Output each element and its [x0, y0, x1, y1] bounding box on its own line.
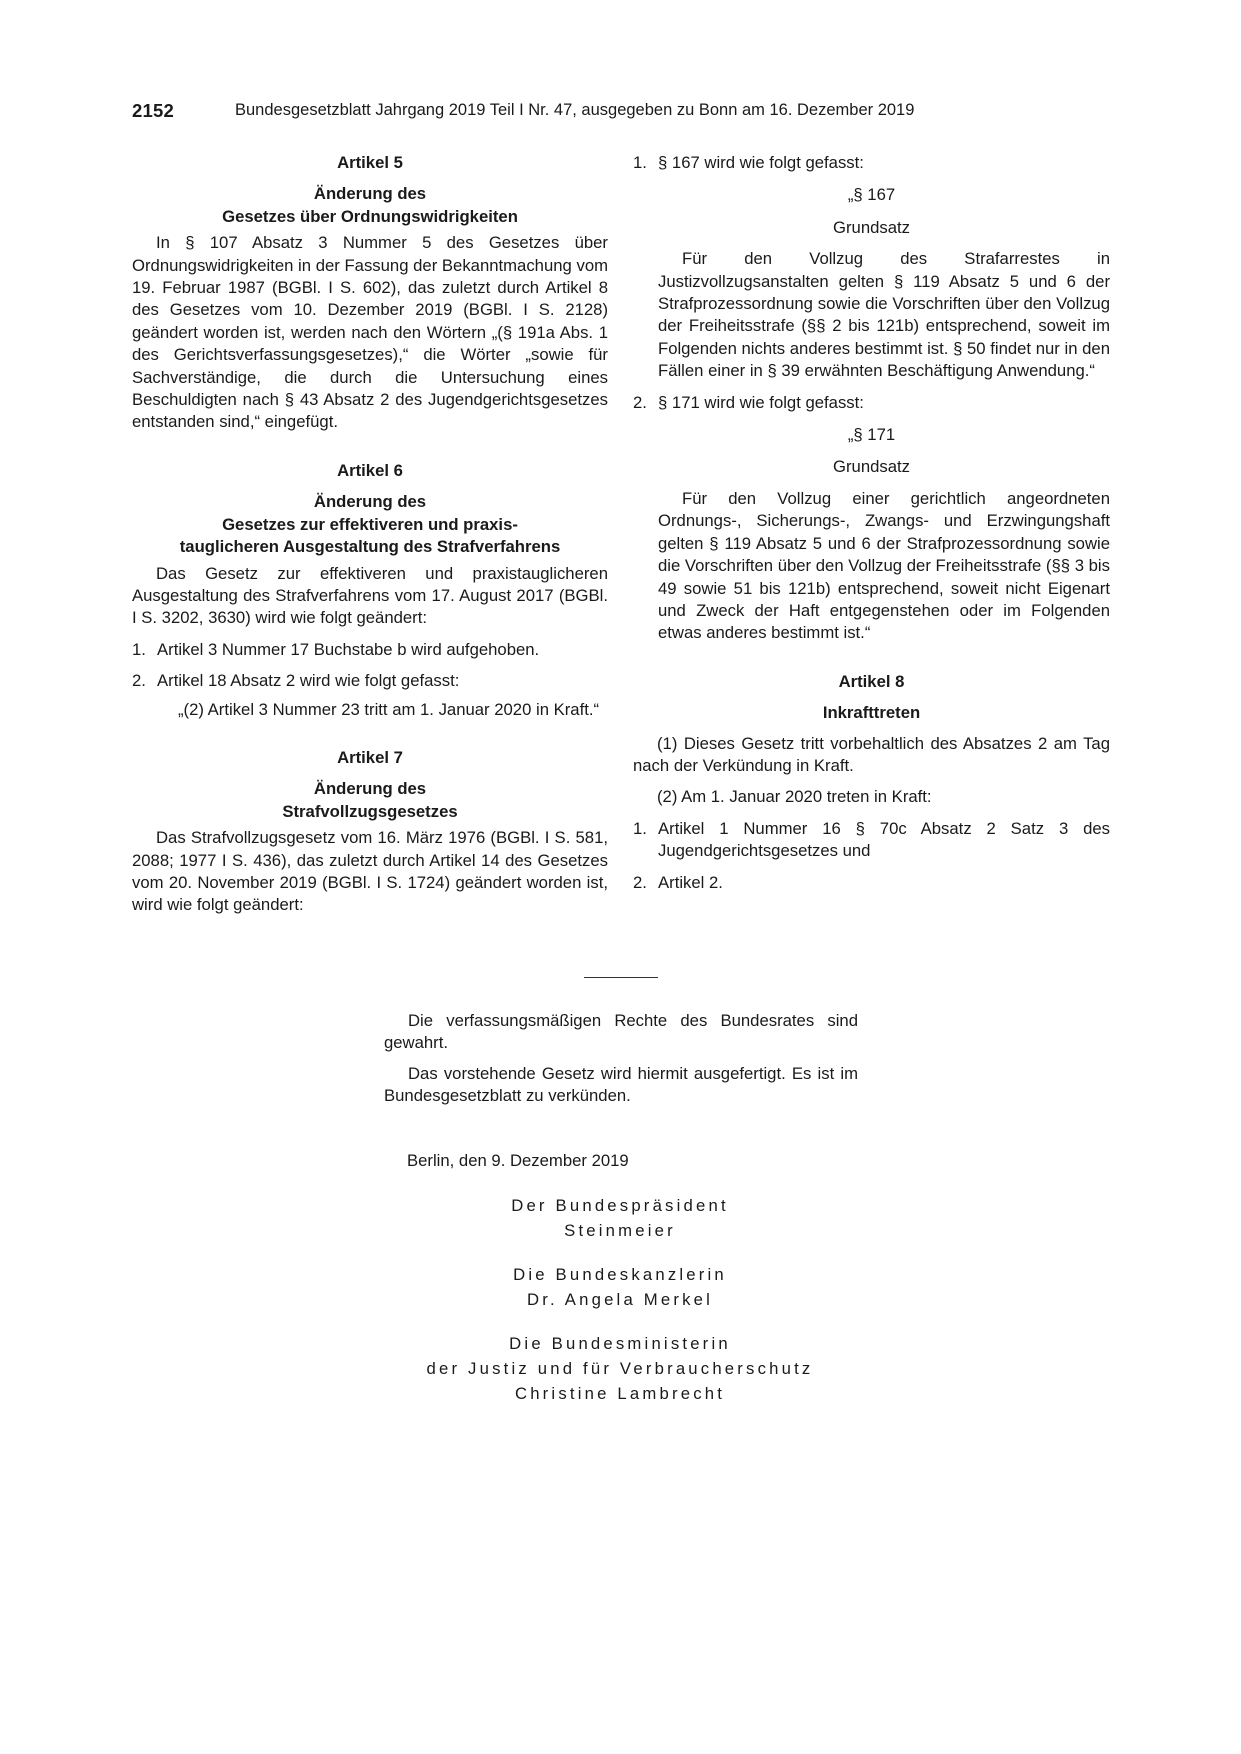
article-title: Artikel 6: [337, 460, 403, 480]
list-text: Artikel 1 Nummer 16 § 70c Absatz 2 Satz 3 des Jugendgerichtsgesetzes und: [658, 818, 1110, 861]
article-heading: Strafvollzugsgesetzes: [282, 801, 458, 821]
list-item: [633, 818, 1110, 863]
list-number: 2.: [633, 392, 647, 412]
signatory-title: Der Bundespräsident: [511, 1196, 729, 1215]
list-item: [132, 670, 608, 692]
article-heading: Änderung des: [313, 492, 427, 512]
article-title: Artikel 8: [838, 671, 905, 691]
closing-formula: [384, 1010, 858, 1116]
separator-rule: [584, 977, 658, 978]
article-heading: Gesetzes über Ordnungswidrigkeiten: [222, 206, 518, 226]
list-number: 2.: [132, 671, 146, 691]
article-text: In § 107 Absatz 3 Nummer 5 des Gesetzes über Ordnungswidrigkeiten in der Fassung der Bekanntmachung vom 19. Februar 1987 (BGBl. I S. 602), das zuletzt durch Artikel 8 des Gesetzes vom 10. Dezember 2019 (BGBl. I S. 2128) geändert worden ist, werden nach den Wörtern „(§ 191a Abs. 1 des Gerichtsverfassungsgesetzes),“ die Wörter „sowie für Sachverständige, die durch die Untersuchung eines Beschuldigten nach § 43 Absatz 2 des Jugendgerichtsgesetzes entstanden sind,“ eingefügt.: [132, 233, 608, 432]
signature-president: [300, 1193, 940, 1243]
place-date: Berlin, den 9. Dezember 2019: [407, 1151, 629, 1170]
signatory-title: der Justiz und für Verbraucherschutz: [426, 1359, 814, 1378]
right-column: [633, 152, 1110, 894]
article-6: [132, 460, 608, 721]
article-text: Das Gesetz zur effektiveren und praxistauglicheren Ausgestaltung des Strafverfahrens vom 17. August 2017 (BGBl. I S. 3202, 3630) wird wie folgt geändert:: [132, 563, 608, 628]
signature-chancellor: [300, 1262, 940, 1312]
list-number: 1.: [633, 818, 647, 838]
signature-minister: [300, 1331, 940, 1406]
list-text: Artikel 3 Nummer 17 Buchstabe b wird aufgehoben.: [157, 639, 540, 659]
running-head: Bundesgesetzblatt Jahrgang 2019 Teil I Nr. 47, ausgegeben zu Bonn am 16. Dezember 2019: [235, 101, 915, 119]
signatory-title: Die Bundesministerin: [509, 1334, 731, 1353]
left-column: [132, 152, 608, 917]
closing-paragraph: Das vorstehende Gesetz wird hiermit ausgefertigt. Es ist im Bundesgesetzblatt zu verkünden.: [384, 1063, 858, 1106]
signatory-name: Dr. Angela Merkel: [526, 1290, 714, 1309]
quoted-text: „(2) Artikel 3 Nummer 23 tritt am 1. Januar 2020 in Kraft.“: [178, 699, 600, 719]
section-number: „§ 167: [847, 185, 896, 205]
list-number: 1.: [633, 153, 647, 172]
article-heading: Änderung des: [313, 184, 427, 204]
article-5: [132, 152, 608, 434]
article-8: [633, 671, 1110, 894]
section-heading: Grundsatz: [833, 457, 910, 477]
page-number: 2152: [132, 100, 174, 121]
paragraph-2: (2) Am 1. Januar 2020 treten in Kraft:: [657, 787, 932, 807]
list-number: 1.: [132, 639, 146, 659]
list-text: Artikel 18 Absatz 2 wird wie folgt gefasst:: [157, 671, 460, 691]
paragraph-1: (1) Dieses Gesetz tritt vorbehaltlich des Absatzes 2 am Tag nach der Verkündung in Kraft.: [633, 733, 1110, 775]
page-header: [132, 100, 1012, 126]
section-number: „§ 171: [847, 425, 896, 445]
article-heading: tauglicheren Ausgestaltung des Strafverfahrens: [179, 537, 561, 557]
list-text: Artikel 2.: [658, 872, 723, 892]
article-heading: Inkrafttreten: [822, 703, 921, 723]
article-title: Artikel 7: [337, 747, 403, 767]
closing-paragraph: Die verfassungsmäßigen Rechte des Bundesrates sind gewahrt.: [384, 1011, 858, 1053]
section-heading: Grundsatz: [833, 217, 910, 237]
section-text: Für den Vollzug des Strafarrestes in Justizvollzugsanstalten gelten § 119 Absatz 5 und 6 der Strafprozessordnung sowie die Vorschriften über den Vollzug der Freiheitsstrafe (§§ 2 bis 121b) entsprechend, soweit im Folgenden nichts anderes bestimmt ist. § 50 findet nur in den Fällen einer in § 39 erwähnten Beschäftigung Anwendung.“: [658, 249, 1110, 381]
list-number: 2.: [633, 872, 647, 892]
list-item: [633, 872, 1110, 894]
signatory-name: Christine Lambrecht: [514, 1384, 726, 1403]
article-heading: Änderung des: [313, 779, 427, 799]
article-heading: Gesetzes zur effektiveren und praxis-: [222, 514, 518, 534]
list-text: § 171 wird wie folgt gefasst:: [658, 392, 864, 412]
list-item: [633, 152, 1110, 174]
section-text: Für den Vollzug einer gerichtlich angeordneten Ordnungs-, Sicherungs-, Zwangs- und Erzwingungshaft gelten § 119 Absatz 5 und 6 der Strafprozessordnung sowie die Vorschriften über den Vollzug der Freiheitsstrafe (§§ 3 bis 49 sowie 51 bis 121b) entsprechend, soweit nicht Eigenart und Zweck der Haft entgegenstehen oder im Folgenden etwas anderes bestimmt ist.“: [658, 488, 1110, 643]
article-7: [132, 747, 608, 917]
signatory-title: Die Bundeskanzlerin: [513, 1265, 727, 1284]
article-text: Das Strafvollzugsgesetz vom 16. März 1976 (BGBl. I S. 581, 2088; 1977 I S. 436), das zuletzt durch Artikel 14 des Gesetzes vom 20. November 2019 (BGBl. I S. 1724) geändert worden ist, wird wie folgt geändert:: [132, 828, 608, 915]
list-text: § 167 wird wie folgt gefasst:: [658, 153, 864, 172]
article-title: Artikel 5: [337, 153, 403, 172]
list-item: [633, 392, 1110, 414]
signatory-name: Steinmeier: [564, 1221, 676, 1240]
list-item: [132, 639, 608, 661]
